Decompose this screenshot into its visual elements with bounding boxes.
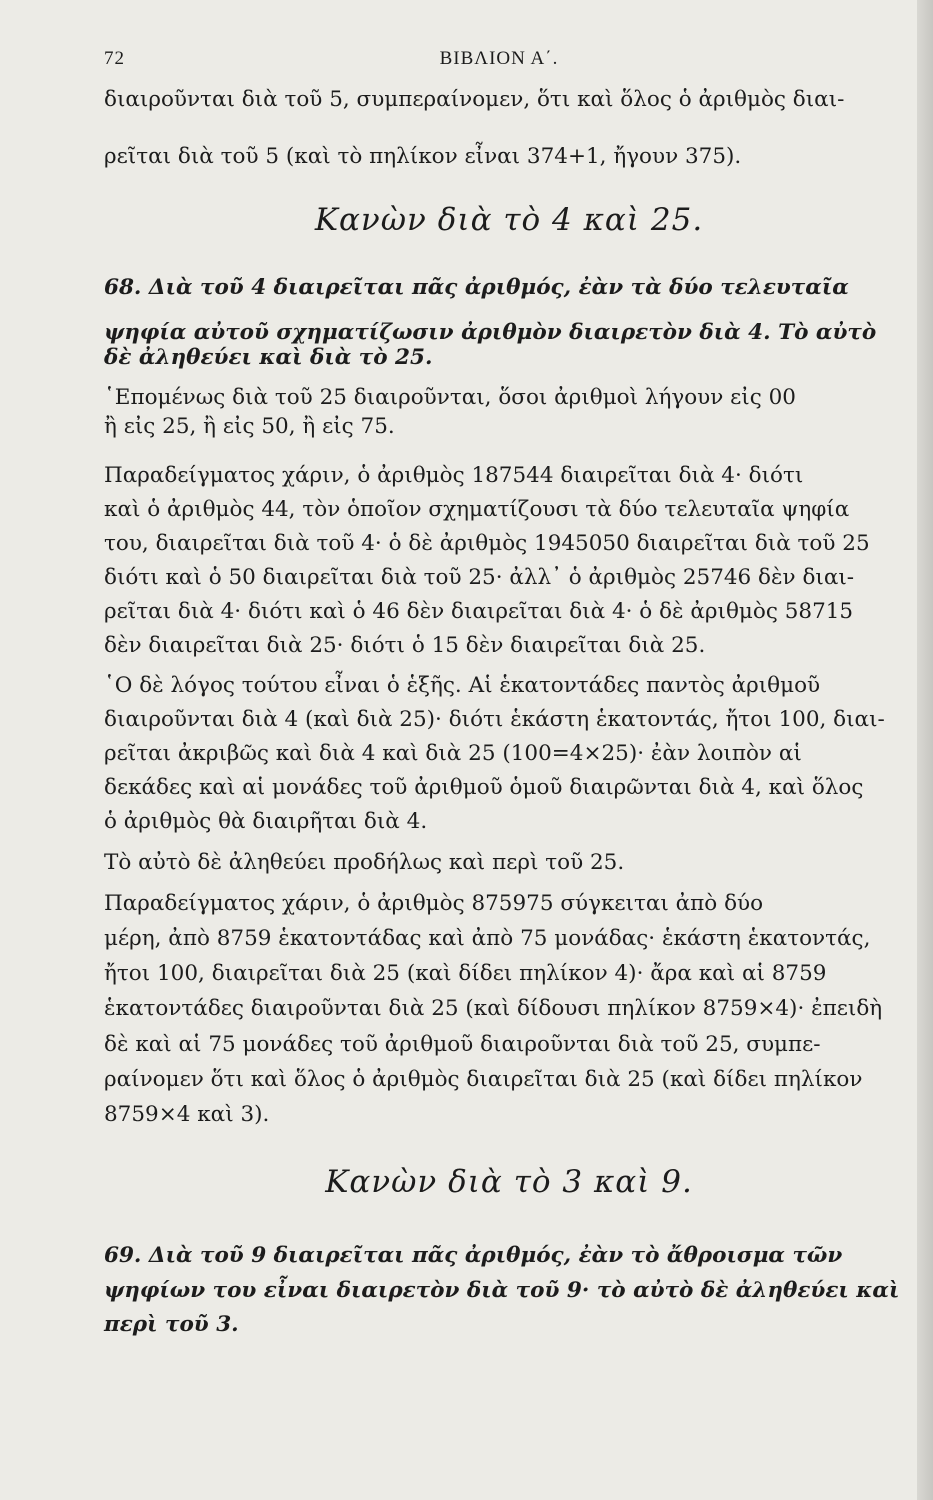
text-line: διότι καὶ ὁ 50 διαιρεῖται διὰ τοῦ 25· ἀλλ᾿ ὁ ἀριθμὸς 25746 δὲν διαι- bbox=[104, 565, 855, 590]
text-line: δὲν διαιρεῖται διὰ 25· διότι ὁ 15 δὲν διαιρεῖται διὰ 25. bbox=[104, 633, 706, 658]
text-line: ὁ ἀριθμὸς θὰ διαιρῆται διὰ 4. bbox=[104, 809, 428, 834]
text-line: διαιροῦνται διὰ τοῦ 5, συμπεραίνομεν, ὅτι καὶ ὅλος ὁ ἀριθμὸς διαι- bbox=[104, 87, 845, 112]
text-line: Παραδείγματος χάριν, ὁ ἀριθμὸς 187544 διαιρεῖται διὰ 4· διότι bbox=[104, 463, 804, 488]
rule-line: ψηφίων του εἶναι διαιρετὸν διὰ τοῦ 9· τὸ αὐτὸ δὲ ἀληθεύει καὶ bbox=[104, 1278, 900, 1303]
rule-line: 69. Διὰ τοῦ 9 διαιρεῖται πᾶς ἀριθμός, ἐὰν τὸ ἄθροισμα τῶν bbox=[104, 1243, 843, 1268]
text-line: Παραδείγματος χάριν, ὁ ἀριθμὸς 875975 σύγκειται ἀπὸ δύο bbox=[104, 891, 764, 916]
section-heading: Κανὼν διὰ τὸ 4 καὶ 25. bbox=[314, 202, 704, 238]
text-line: ῾Ο δὲ λόγος τούτου εἶναι ὁ ἑξῆς. Αἱ ἑκατοντάδες παντὸς ἀριθμοῦ bbox=[104, 673, 821, 698]
text-line: του, διαιρεῖται διὰ τοῦ 4· ὁ δὲ ἀριθμὸς 1945050 διαιρεῖται διὰ τοῦ 25 bbox=[104, 531, 870, 556]
text-line: δὲ καὶ αἱ 75 μονάδες τοῦ ἀριθμοῦ διαιροῦνται διὰ τοῦ 25, συμπε- bbox=[104, 1032, 821, 1057]
page-edge-shadow bbox=[917, 0, 933, 1500]
running-title: ΒΙΒΛΙΟΝ Α΄. bbox=[439, 48, 559, 69]
page-header bbox=[104, 48, 894, 78]
text-line: 8759×4 καὶ 3). bbox=[104, 1102, 270, 1127]
text-line: ρεῖται διὰ 4· διότι καὶ ὁ 46 δὲν διαιρεῖται διὰ 4· ὁ δὲ ἀριθμὸς 58715 bbox=[104, 599, 854, 624]
text-line: ἢ εἰς 25, ἢ εἰς 50, ἢ εἰς 75. bbox=[104, 414, 395, 439]
text-line: ρεῖται ἀκριβῶς καὶ διὰ 4 καὶ διὰ 25 (100=4×25)· ἐὰν λοιπὸν αἱ bbox=[104, 741, 802, 766]
rule-line bbox=[104, 273, 849, 303]
text-line: δεκάδες καὶ αἱ μονάδες τοῦ ἀριθμοῦ ὁμοῦ διαιρῶνται διὰ 4, καὶ ὅλος bbox=[104, 775, 864, 800]
rule-text: 68. Διὰ τοῦ 4 διαιρεῖται πᾶς ἀριθμός, ἐὰν τὰ δύο τελευταῖα bbox=[104, 275, 849, 300]
text-line: ῾Επομένως διὰ τοῦ 25 διαιροῦνται, ὅσοι ἀριθμοὶ λήγουν εἰς 00 bbox=[104, 385, 796, 410]
rule-line: περὶ τοῦ 3. bbox=[104, 1312, 239, 1337]
text-line: ρεῖται διὰ τοῦ 5 (καὶ τὸ πηλίκον εἶναι 374+1, ἤγουν 375). bbox=[104, 144, 742, 169]
rule-line: δὲ ἀληθεύει καὶ διὰ τὸ 25. bbox=[104, 345, 433, 370]
text-line: Τὸ αὐτὸ δὲ ἀληθεύει προδήλως καὶ περὶ τοῦ 25. bbox=[104, 850, 625, 875]
text-line: καὶ ὁ ἀριθμὸς 44, τὸν ὁποῖον σχηματίζουσι τὰ δύο τελευταῖα ψηφία bbox=[104, 497, 850, 522]
page-number: 72 bbox=[104, 48, 125, 69]
text-line: μέρη, ἀπὸ 8759 ἑκατοντάδας καὶ ἀπὸ 75 μονάδας· ἑκάστη ἑκατοντάς, bbox=[104, 926, 871, 951]
text-line: ραίνομεν ὅτι καὶ ὅλος ὁ ἀριθμὸς διαιρεῖται διὰ 25 (καὶ δίδει πηλίκον bbox=[104, 1067, 863, 1092]
text-line: ἤτοι 100, διαιρεῖται διὰ 25 (καὶ δίδει πηλίκον 4)· ἄρα καὶ αἱ 8759 bbox=[104, 961, 827, 986]
text-line: ἑκατοντάδες διαιροῦνται διὰ 25 (καὶ δίδουσι πηλίκον 8759×4)· ἐπειδὴ bbox=[104, 996, 883, 1021]
rule-line: ψηφία αὐτοῦ σχηματίζωσιν ἀριθμὸν διαιρετὸν διὰ 4. Τὸ αὐτὸ bbox=[104, 320, 877, 345]
section-heading: Κανὼν διὰ τὸ 3 καὶ 9. bbox=[325, 1164, 693, 1200]
text-line: διαιροῦνται διὰ 4 (καὶ διὰ 25)· διότι ἑκάστη ἑκατοντάς, ἤτοι 100, διαι- bbox=[104, 707, 885, 732]
